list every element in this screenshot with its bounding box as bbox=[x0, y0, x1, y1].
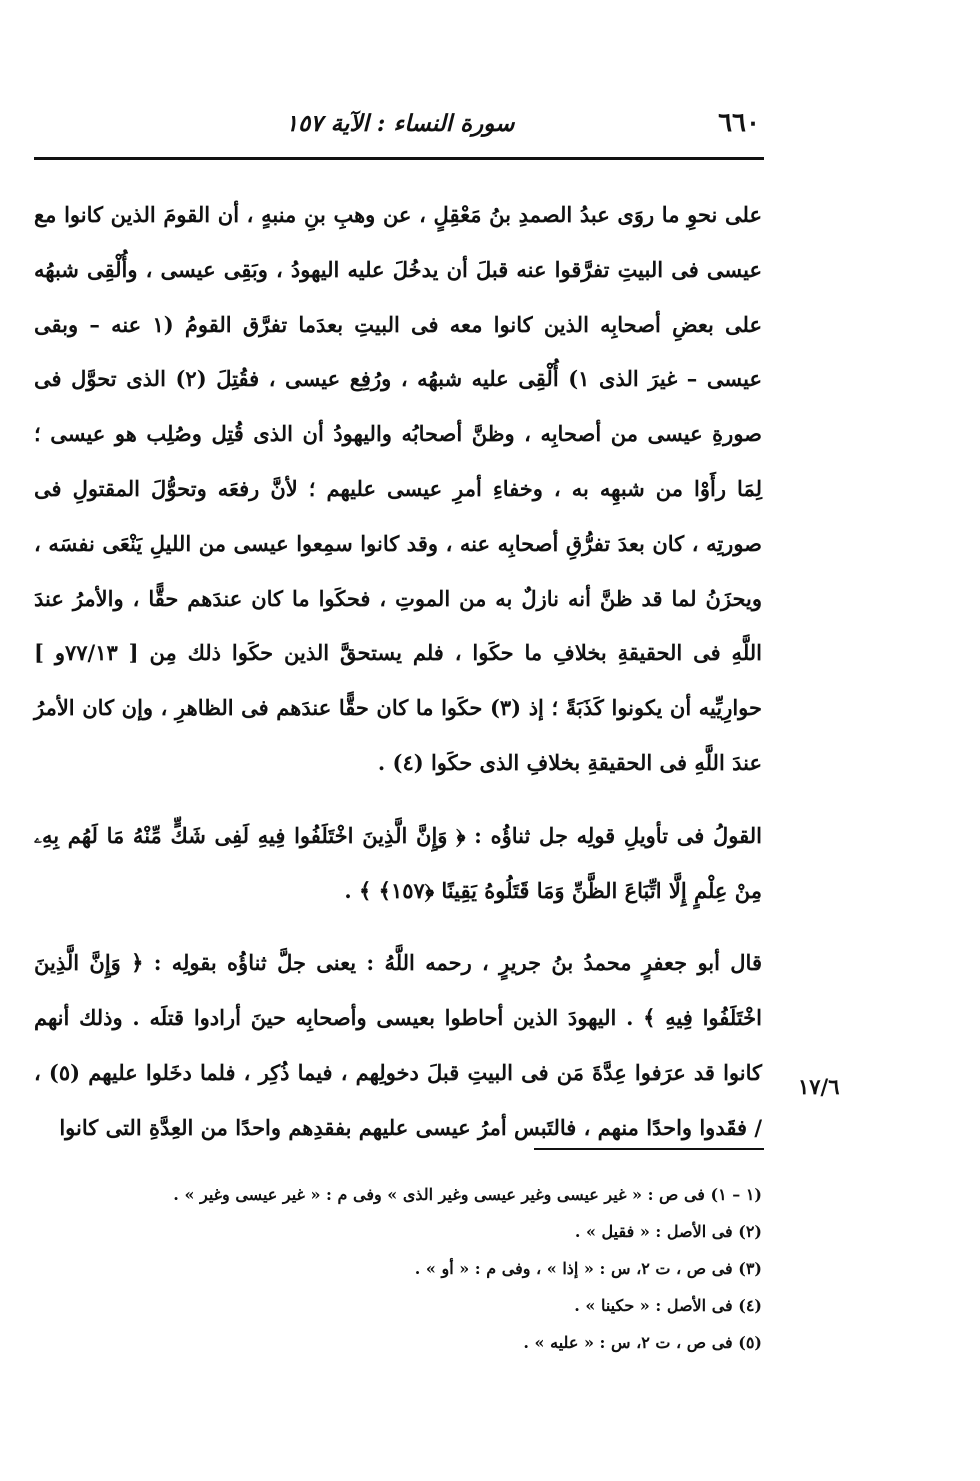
footnotes bbox=[34, 1176, 762, 1361]
header-rule bbox=[34, 157, 764, 160]
paragraph-narration: على نحوِ ما روَى عبدُ الصمدِ بنُ مَعْقِلٍ ، عن وهبِ بنِ منبهٍ ، أن القومَ الذين كانوا مع عيسى فى البيتِ تفرَّقوا عنه قبلَ أن يدخُلَ عليه اليهودُ ، وبَقِى عيسى ، وأُلْقِى شبهُه على بعضِ أصحابِه الذين كانوا معه فى البيتِ بعدَما تفرَّق القومُ (١ عنه – وبقى عيسى – غيرَ الذى ١) أُلْقِى عليه شبهُه ، ورُفِع عيسى ، فقُتِلَ (٢) الذى تحوَّل فى صورةِ عيسى من أصحابِه ، وظنَّ أصحابُه واليهودُ أن الذى قُتِل وصُلِب هو عيسى ؛ لِمَا رأَوْا من شبهِه به ، وخفاءِ أمرِ عيسى عليهم ؛ لأنَّ رفعَه وتحوُّلَ المقتولِ فى صورتِه ، كان بعدَ تفرُّقِ أصحابِه عنه ، وقد كانوا سمِعوا عيسى من الليلِ يَنْعَى نفسَه ، ويحزَنُ لما قد ظنَّ أنه نازلٌ به من الموتِ ، فحكَوا ما كان عندَهم حقًّا ، والأمرُ عندَ اللَّهِ فى الحقيقةِ بخلافِ ما حكَوا ، فلم يستحقَّ الذين حكَوا ذلك مِن [ ٧٧/١٣و ] حوارِيِّيه أن يكونوا كَذَبَةً ؛ إذ (٣) حكَوا ما كان حقًّا عندَهم فى الظاهرِ ، وإن كان الأمرُ عندَ اللَّهِ فى الحقيقةِ بخلافِ الذى حكَوا (٤) . bbox=[34, 202, 763, 775]
main-text bbox=[34, 188, 762, 1156]
paragraph-verse-heading: القولُ فى تأويلِ قولِه جل ثناؤُه : ﴿ وَإِنَّ الَّذِينَ اخْتَلَفُوا فِيهِ لَفِى شَكٍّ مِّنْهُ مَا لَهُم بِهِۦ مِنْ عِلْمٍ إِلَّا اتِّبَاعَ الظَّنِّ وَمَا قَتَلُوهُ يَقِينًا ﴿١٥٧﴾ ﴾ . bbox=[34, 822, 762, 903]
footnote-rule bbox=[534, 1148, 764, 1150]
folio-marginal-note: ١٧/٦ bbox=[798, 1074, 840, 1099]
footnote-item: (٢) فى الأصل : « فقيل » . bbox=[574, 1222, 762, 1241]
paragraph-commentary: قال أبو جعفرٍ محمدُ بنُ جريرٍ ، رحمه اللَّهُ : يعنى جلَّ ثناؤُه بقولِه : ﴿ وَإِنَّ الَّذِينَ اخْتَلَفُوا فِيهِ ﴾ . اليهودَ الذين أحاطوا بعيسى وأصحابِه حينَ أرادوا قتلَه . وذلك أنهم كانوا قد عرَفوا عِدَّةَ مَن فى البيتِ قبلَ دخولِهم ، فيما ذُكِر ، فلما دخَلوا عليهم (٥) ، / فقَدوا واحدًا منهم ، فالتَبس أمرُ عيسى عليهم بفقدِهم واحدًا من العِدَّةِ التى كانوا bbox=[34, 950, 762, 1140]
footnote-item: (٥) فى ص ، ت ٢، س : « عليه » . bbox=[523, 1333, 762, 1352]
footnote-item: (٣) فى ص ، ت ٢، س : « إذا » ، وفى م : « أو » . bbox=[414, 1259, 762, 1278]
footnote-item: (٤) فى الأصل : « حكينا » . bbox=[574, 1296, 762, 1315]
running-title: سورة النساء : الآية ١٥٧ bbox=[285, 110, 515, 137]
page-number: ٦٦٠ bbox=[718, 108, 760, 138]
page-header bbox=[40, 108, 760, 148]
footnote-item: (١ – ١) فى ص : « غير عيسى وغير عيسى وغير الذى » وفى م : « غير عيسى وغير » . bbox=[173, 1185, 762, 1204]
